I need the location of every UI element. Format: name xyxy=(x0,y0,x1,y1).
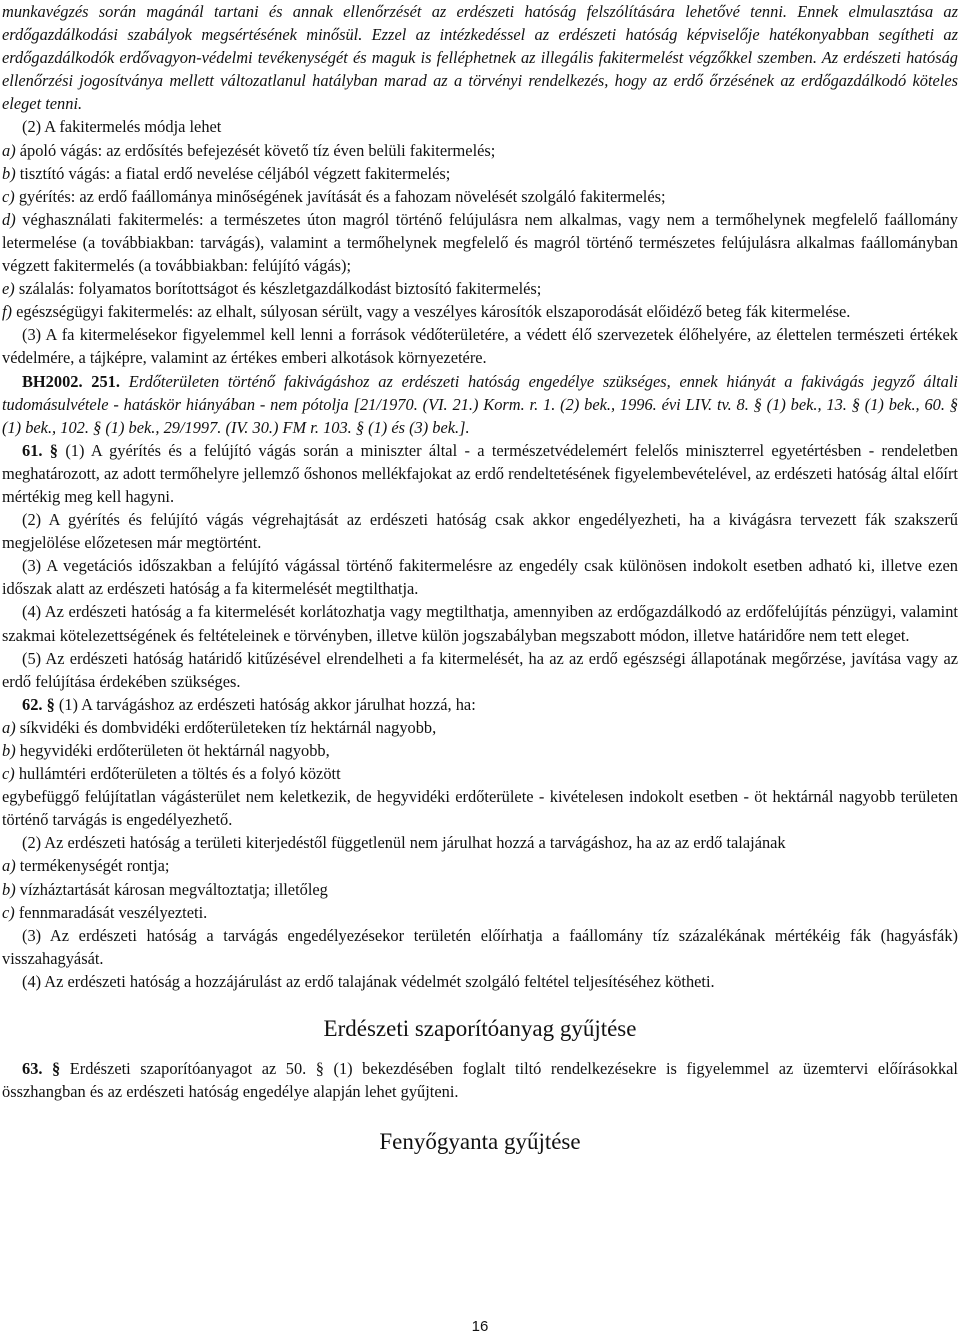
p-60-2f xyxy=(2,300,958,323)
text-run: termékenységét rontja; xyxy=(15,856,170,876)
text-run: (1) A tarvágáshoz az erdészeti hatóság akkor járulhat hozzá, ha: xyxy=(54,694,476,714)
p-60-2 xyxy=(2,115,958,138)
text-run: c) xyxy=(2,764,15,784)
text-run: b) xyxy=(2,879,16,899)
p-63 xyxy=(2,1057,958,1103)
p-62-4 xyxy=(2,970,958,993)
text-run: (3) Az erdészeti hatóság a tarvágás engedélyezésekor területén előírhatja a faállomány tíz százalékának mértékéig fák (hagyásfák) visszahagyását. xyxy=(2,925,958,968)
text-run: c) xyxy=(2,902,15,922)
text-run: (2) Az erdészeti hatóság a területi kiterjedéstől függetlenül nem járulhat hozzá a tarvágáshoz, ha az az erdő talajának xyxy=(22,833,786,853)
p-62-3 xyxy=(2,924,958,970)
p-62-2c xyxy=(2,901,958,924)
p-60-3 xyxy=(2,323,958,369)
text-run: hullámtéri erdőterületen a töltés és a folyó között xyxy=(14,764,341,784)
text-run: Erdészeti szaporítóanyagot az 50. § (1) bekezdésében foglalt tiltó rendelkezésekre is figyelemmel az üzemtervi előírásokkal összhangban és az erdészeti hatóság engedélye alapján lehet gyűjteni. xyxy=(2,1059,958,1102)
p-61-5 xyxy=(2,647,958,693)
text-run: e) xyxy=(2,279,15,299)
p-bh xyxy=(2,370,958,439)
document-body xyxy=(2,0,958,1156)
p-62-1 xyxy=(2,693,958,716)
text-run: gyérítés: az erdő faállománya minőségének javítását és a fahozam növelését szolgáló fakitermelés; xyxy=(14,186,666,206)
text-run: Fenyőgyanta gyűjtése xyxy=(379,1129,581,1155)
page-number: 16 xyxy=(471,1318,489,1335)
text-run: a) xyxy=(2,856,16,876)
text-run: 62. § xyxy=(22,694,55,714)
text-run: egészségügyi fakitermelés: az elhalt, súlyosan sérült, vagy a veszélyes károsítók elszaporodását előidéző beteg fák kitermelése. xyxy=(12,302,851,322)
text-run: (5) Az erdészeti hatóság határidő kitűzésével elrendelheti a fa kitermelését, ha az az erdő egészségi állapotának megőrzése, javítása vagy az erdő felújítása érdekében szükséges. xyxy=(2,648,958,691)
text-run: tisztító vágás: a fiatal erdő nevelése céljából végzett fakitermelés; xyxy=(15,163,451,183)
text-run: c) xyxy=(2,186,15,206)
text-run: (4) Az erdészeti hatóság a hozzájárulást az erdő talajának védelmét szolgáló feltétel teljesítéséhez kötheti. xyxy=(22,971,715,991)
text-run: (4) Az erdészeti hatóság a fa kitermelését korlátozhatja vagy megtilthatja, amennyiben az erdőgazdálkodó az erdőfelújítás pénzügyi, valamint szakmai kötelezettségének és feltételeinek e törvényben, illetve külön jogszabályban megszabott módon, illetve határidőre nem tett eleget. xyxy=(2,602,958,645)
text-run: (3) A vegetációs időszakban a felújító vágással történő fakitermelésre az engedély csak különösen indokolt esetben adható ki, illetve ezen időszak alatt az erdészeti hatóság a fa kitermelését megtilthatja. xyxy=(2,556,958,599)
text-run: Erdészeti szaporítóanyag gyűjtése xyxy=(323,1016,637,1042)
text-run: fennmaradását veszélyezteti. xyxy=(14,902,208,922)
p-60-2a xyxy=(2,139,958,162)
text-run: (2) A fakitermelés módja lehet xyxy=(22,117,222,137)
text-run: Erdőterületen történő fakivágáshoz az erdészeti hatóság engedélye szükséges, ennek hiányát a fakivágás jegyző általi tudomásulvétele - hatáskör hiányában - nem pótolja [21/1970. (VI. 21.) Korm. r. 1. (2) bek., 1996. évi LIV. tv. 8. § (1) bek., 13. § (1) bek., 60. § (1) bek., 102. § (1) bek., 29/1997. (IV. 30.) FM r. 103. § (1) és (3) bek.]. xyxy=(2,371,958,437)
p-62-1c xyxy=(2,762,958,785)
text-run: síkvidéki és dombvidéki erdőterületeken tíz hektárnál nagyobb, xyxy=(15,717,437,737)
text-run: véghasználati fakitermelés: a természetes úton magról történő felújulásra nem alkalmas, vagy nem a termőhelynek megfelelő faállomány letermelése (a továbbiakban: tarvágás), valamint a termőhelynek megfelelő és magról történő természetes felújulásra alkalmas faállományban végzett fakitermelés (a továbbiakban: felújító vágás); xyxy=(2,209,958,276)
p-62-1a xyxy=(2,716,958,739)
p-62-1end xyxy=(2,785,958,831)
h-fenyogyanta xyxy=(2,1128,958,1156)
p-60-2e xyxy=(2,277,958,300)
text-run: (3) A fa kitermelésekor figyelemmel kell lenni a források védőterületére, a védett élő szervezetek élőhelyére, az élettelen természeti értékek védelmére, a tájképre, valamint az értékes emberi alkotások környezetére. xyxy=(2,325,958,368)
text-run: f) xyxy=(2,302,13,322)
text-run: b) xyxy=(2,163,16,183)
h-szaporito xyxy=(2,1015,958,1043)
text-run: 63. § xyxy=(22,1059,61,1079)
p-61-3 xyxy=(2,554,958,600)
p-62-2a xyxy=(2,854,958,877)
text-run: a) xyxy=(2,140,16,160)
p-61-2 xyxy=(2,508,958,554)
text-run: ápoló vágás: az erdősítés befejezését követő tíz éven belüli fakitermelés; xyxy=(15,140,496,160)
text-run: d) xyxy=(2,209,16,229)
p-60-2c xyxy=(2,185,958,208)
p-60-2b xyxy=(2,162,958,185)
p-intro xyxy=(2,0,958,115)
text-run: b) xyxy=(2,741,16,760)
text-run: a) xyxy=(2,717,16,737)
p-61-4 xyxy=(2,600,958,646)
text-run: (2) A gyérítés és felújító vágás végrehajtását az erdészeti hatóság csak akkor engedélyezheti, ha a kivágásra tervezett fák szakszerű megjelölése előzetesen már megtörtént. xyxy=(2,510,958,553)
p-61-1 xyxy=(2,439,958,508)
p-62-2b xyxy=(2,878,958,901)
text-run: (1) A gyérítés és a felújító vágás során a miniszter által - a természetvédelemért felelős miniszterrel egyetértésben - rendeletben meghatározott, az adott termőhelyre jellemző őshonos mellékfajokat az erdő rendeltetésének figyelembevételével, az erdészeti hatóság által előírt mértékig meg kell hagyni. xyxy=(2,440,959,506)
text-run: BH2002. 251. xyxy=(22,371,120,391)
p-60-2d xyxy=(2,208,958,277)
text-run: egybefüggő felújítatlan vágásterület nem keletkezik, de hegyvidéki erdőterülete - kivételesen indokolt esetben - öt hektárnál nagyobb területen történő tarvágás is engedélyezhető. xyxy=(2,787,958,830)
p-62-1b xyxy=(2,739,958,762)
text-run: munkavégzés során magánál tartani és annak ellenőrzését az erdészeti hatóság felszólítására lehetővé tenni. Ennek elmulasztása az erdőgazdálkodási szabályok megsértésének minősül. Ezzel az intézkedéssel az erdészeti hatóság képviselője hatékonyabban segítheti az erdőgazdálkodók erdővagyon-védelmi tevékenységét és maguk is felléphetnek az illegális fakitermelést végzőkkel szemben. Az erdészeti hatóság ellenőrzési jogosítványa mellett változatlanul hatályban marad az a törvényi rendelkezés, hogy az erdő őrzésének az erdőgazdálkodó köteles eleget tenni. xyxy=(2,2,958,114)
text-run: szálalás: folyamatos borítottságot és készletgazdálkodást biztosító fakitermelés; xyxy=(14,279,542,299)
text-run: 61. § xyxy=(22,440,59,460)
text-run: hegyvidéki erdőterületen öt hektárnál nagyobb, xyxy=(15,741,330,760)
text-run: vízháztartását károsan megváltoztatja; illetőleg xyxy=(15,879,328,899)
p-62-2 xyxy=(2,831,958,854)
